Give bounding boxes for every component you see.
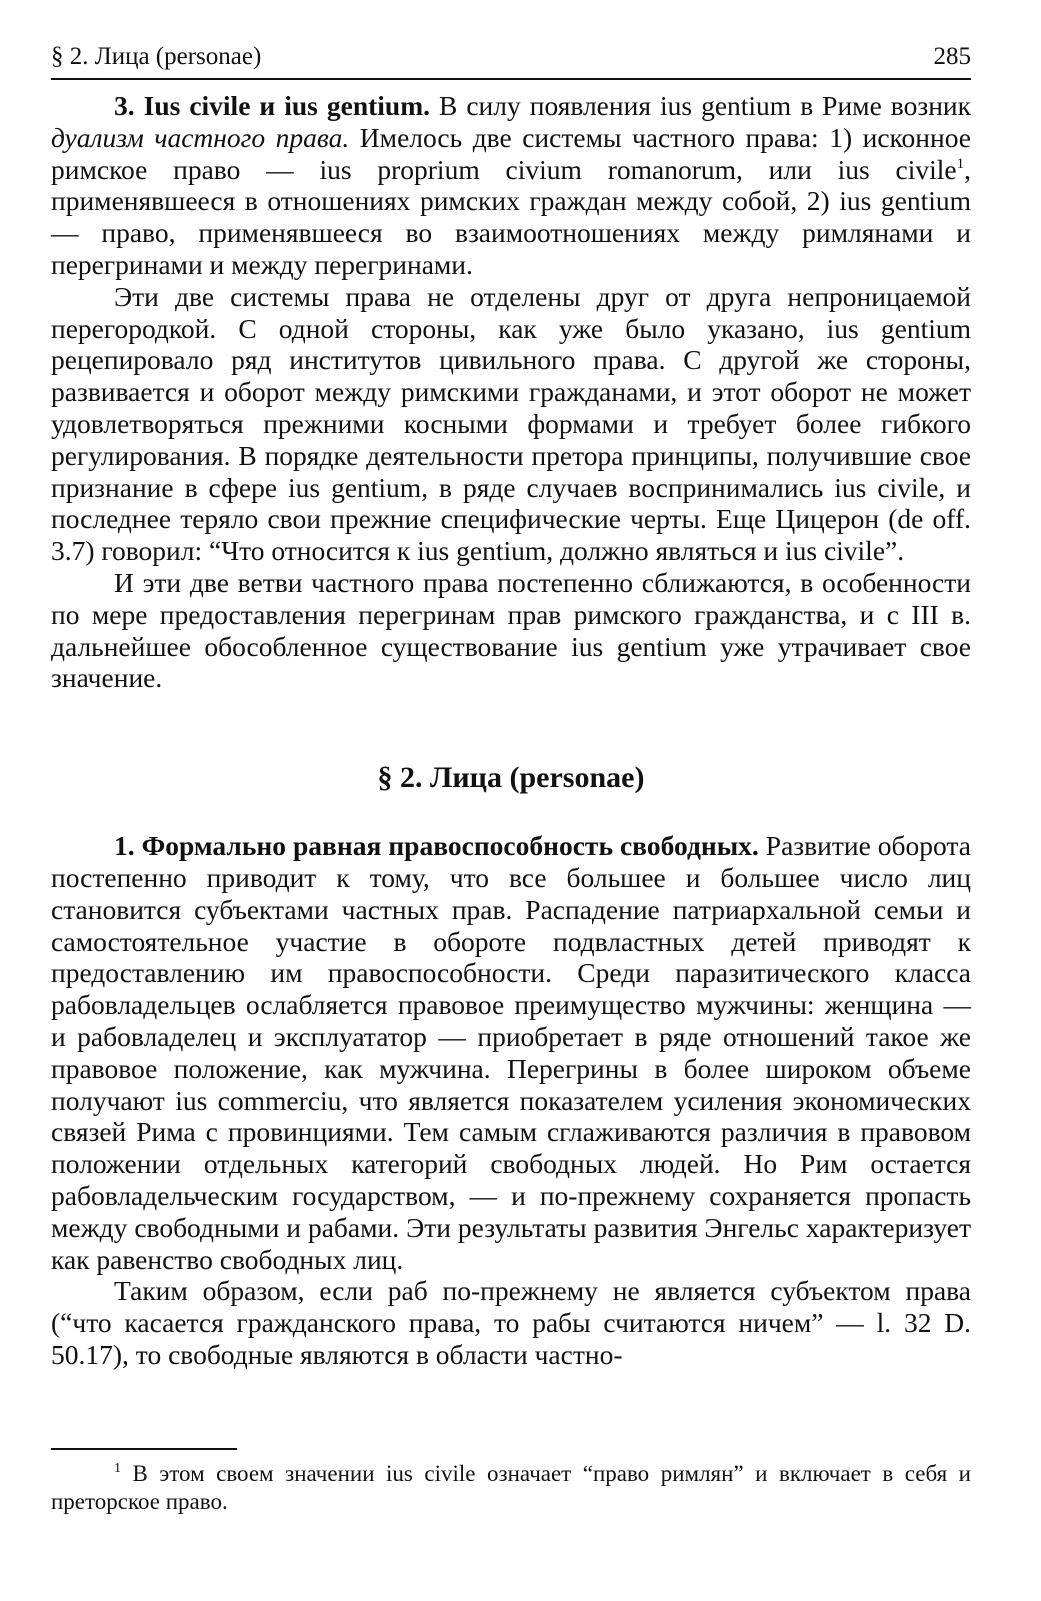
paragraph-two-systems: Эти две системы права не отделены друг от друга непроницаемой перегородкой. С одной стороны, как уже было указано, ius gentium рецепировало ряд институтов цивильного права. С другой же стороны, развивается и оборот между римскими гражданами, и этот оборот не может удовлетворяться прежними косными формами и требует более гибкого регулирования. В порядке деятельности претора принципы, получившие свое признание в сфере ius gentium, в ряде случаев воспринимались ius civile, и последнее теряло свои прежние специфические черты. Еще Цицерон (de off. 3.7) говорил: “Что относится к ius gentium, должно являться и ius civile”. bbox=[51, 280, 971, 567]
paragraph-text: Развитие оборота постепенно приводит к тому, что все большее и большее число лиц становится субъектами частных прав. Распадение патриархальной семьи и самостоятельное участие в обороте подвластных детей приводят к предоставлению им правоспособности. Среди паразитического класса рабовладельцев ослабляется правовое преимущество мужчины: женщина — и рабовладелец и эксплуататор — приобретает в ряде отношений такое же правовое положение, как мужчина. Перегрины в более широком объеме получают ius commerciu, что является показателем усиления экономических связей Рима с провинциями. Тем самым сглаживаются различия в правовом положении отдельных категорий свободных людей. Но Рим остается рабовладельческим государством, — и по-прежнему сохраняется пропасть между свободными и рабами. Эти результаты развития Энгельс характеризует как равенство свободных лиц. bbox=[51, 830, 971, 1275]
footnote-reference[interactable]: 1 bbox=[956, 155, 965, 172]
paragraph-text: Имелось две системы частного права: 1) исконное римское право — ius proprium civium romanorum, или ius civile bbox=[51, 121, 971, 185]
paragraph-text: В силу появления ius gentium в Риме возник bbox=[430, 90, 971, 121]
paragraph-slaves: Таким образом, если раб по-прежнему не является субъектом права (“что касается гражданского права, то рабы считаются ничем” — l. 32 D. 50.17), то свободные являются в области частно- bbox=[51, 1275, 971, 1370]
paragraph-legal-capacity bbox=[51, 830, 971, 1275]
page bbox=[51, 40, 971, 1371]
running-title: § 2. Лица (personae) bbox=[51, 43, 262, 70]
section-heading: § 2. Лица (personae) bbox=[377, 761, 645, 795]
paragraph-ius-dualism bbox=[51, 90, 971, 281]
footnote-marker: 1 bbox=[114, 1461, 121, 1476]
paragraph-run-in-heading: 3. Ius civile и ius gentium. bbox=[114, 90, 431, 121]
page-number: 285 bbox=[933, 43, 971, 70]
paragraph-run-in-heading: 1. Формально равная правоспособность свободных. bbox=[114, 830, 759, 862]
paragraph-convergence: И эти две ветви частного права постепенно сближаются, в особенности по мере предоставления перегринам прав римского гражданства, и с III в. дальнейшее обособленное существование ius gentium уже утрачивает свое значение. bbox=[51, 566, 971, 694]
emphasis-text: дуализм частного права. bbox=[51, 121, 350, 153]
paragraph-text: , применявшееся в отношениях римских граждан между собой, 2) ius gentium — право, применявшееся во взаимоотношениях между римлянами и перегринами и между перегринами. bbox=[51, 153, 971, 280]
body-text bbox=[51, 90, 971, 1371]
footnote bbox=[51, 1460, 971, 1516]
footnote-text: В этом своем значении ius civile означает “право римлян” и включает в себя и преторское право. bbox=[51, 1461, 971, 1514]
footnote-divider bbox=[51, 1448, 237, 1450]
running-head bbox=[51, 40, 971, 80]
